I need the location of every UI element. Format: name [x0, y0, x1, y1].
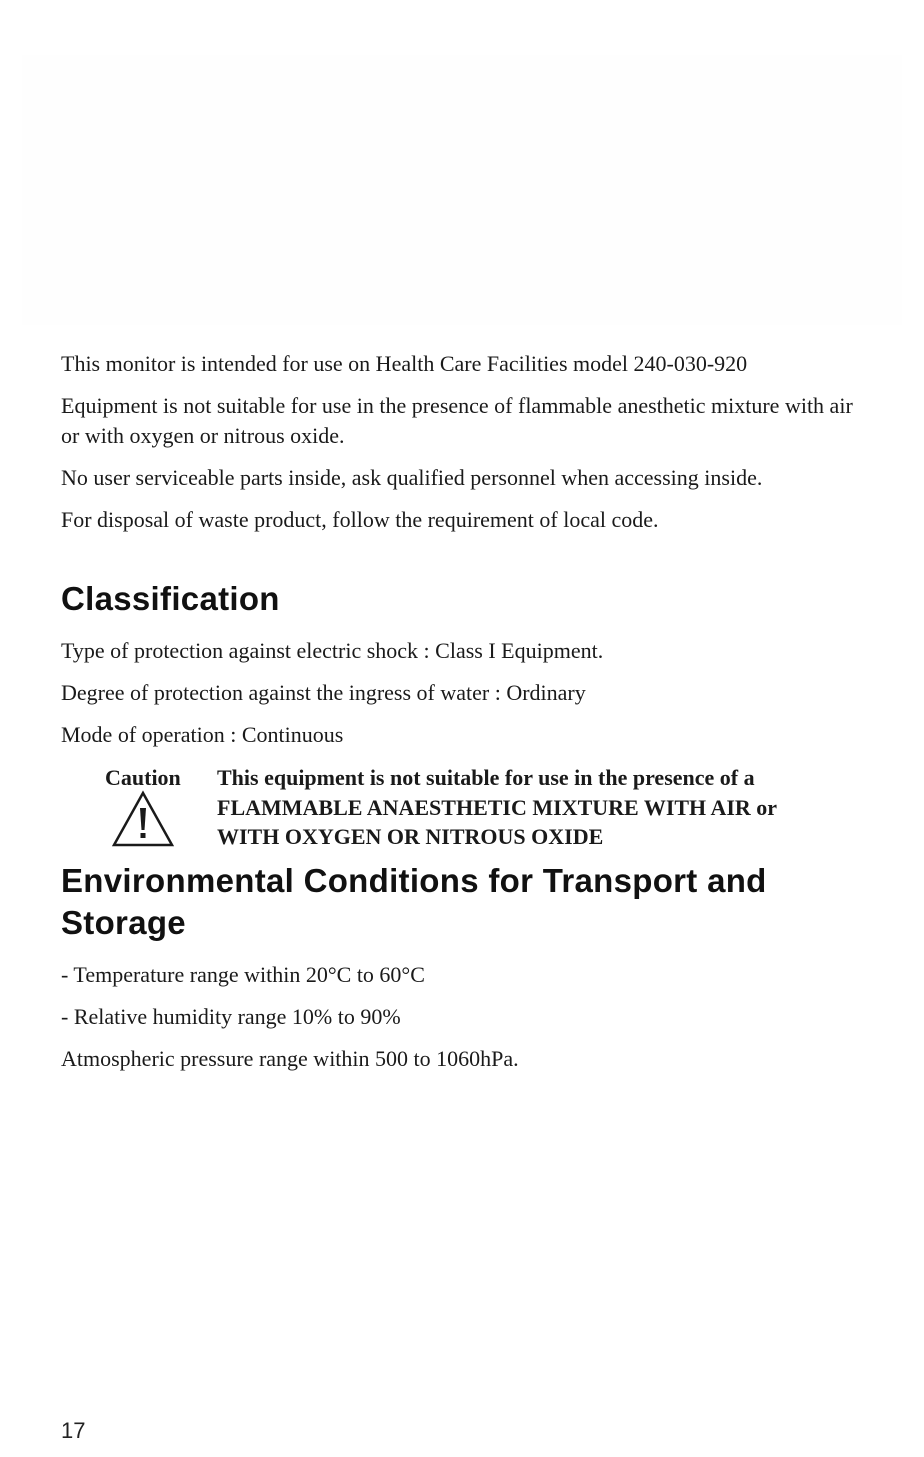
- blank-top-area: [22, 55, 902, 325]
- humidity-range-text: - Relative humidity range 10% to 90%: [61, 1004, 401, 1029]
- page-number: 17: [61, 1418, 86, 1443]
- caution-label: Caution: [105, 765, 181, 790]
- pressure-range-text: Atmospheric pressure range within 500 to 1060hPa.: [61, 1046, 519, 1071]
- intended-use-text: This monitor is intended for use on Health Care Facilities model 240-030-920: [61, 351, 748, 376]
- environmental-heading-line2: Storage: [61, 904, 186, 941]
- disposal-text: For disposal of waste product, follow the requirement of local code.: [61, 507, 659, 532]
- no-user-parts-text: No user serviceable parts inside, ask qualified personnel when accessing inside.: [61, 465, 763, 490]
- classification-heading: Classification: [61, 580, 280, 617]
- water-protection-text: Degree of protection against the ingress of water : Ordinary: [61, 680, 586, 705]
- mode-of-operation-text: Mode of operation : Continuous: [61, 722, 344, 747]
- caution-text: [217, 763, 857, 852]
- warning-triangle-icon: [111, 790, 175, 848]
- temperature-range-text: - Temperature range within 20°C to 60°C: [61, 962, 425, 987]
- caution-line: WITH OXYGEN OR NITROUS OXIDE: [217, 824, 604, 849]
- environmental-heading: [61, 860, 767, 944]
- caution-line: This equipment is not suitable for use in the presence of a: [217, 765, 755, 790]
- shock-protection-text: Type of protection against electric shock : Class I Equipment.: [61, 638, 604, 663]
- environmental-heading-line1: Environmental Conditions for Transport and: [61, 862, 767, 899]
- flammable-warning-text: Equipment is not suitable for use in the presence of flammable anesthetic mixture with air or with oxygen or nitrous oxide.: [61, 393, 853, 448]
- caution-line: FLAMMABLE ANAESTHETIC MIXTURE WITH AIR or: [217, 794, 778, 820]
